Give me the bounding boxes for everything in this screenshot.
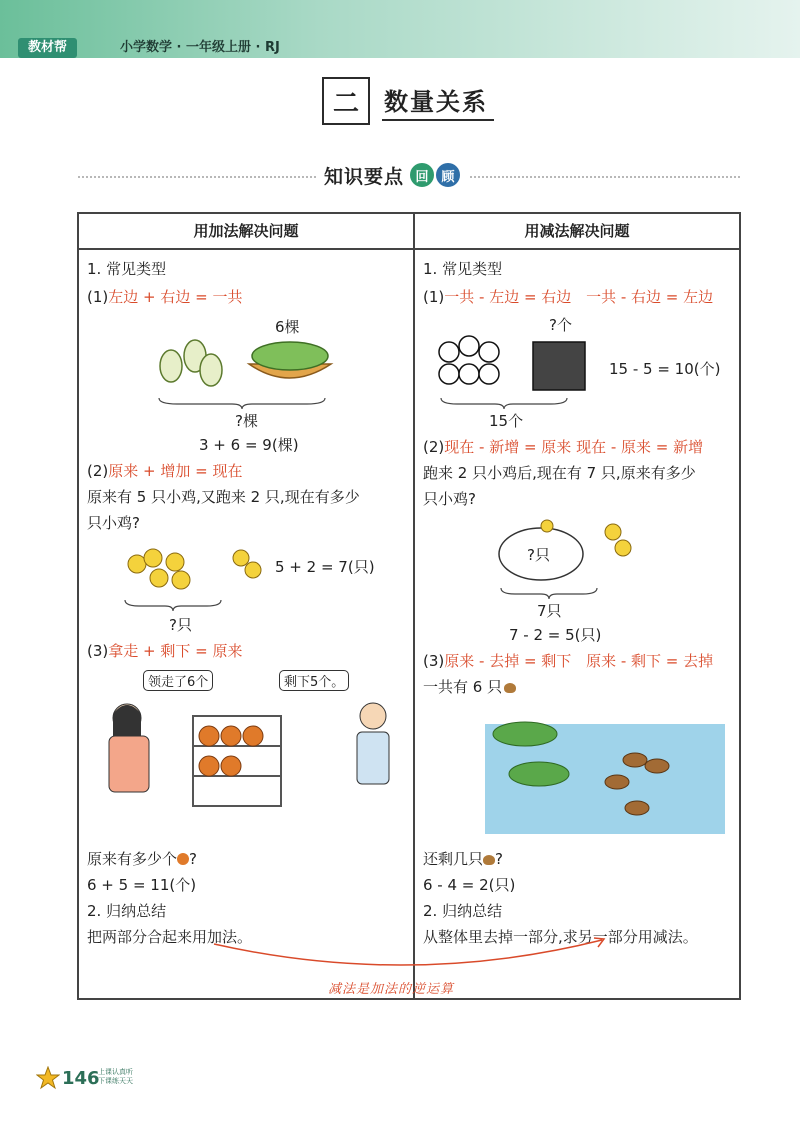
basket-icon [249,342,331,378]
pond-illustration [485,704,725,834]
right-type1-bottom-label: 15个 [489,412,524,430]
right-column [415,250,743,998]
right-type3-formula-a: 原来 - 去掉 = 剩下 [444,652,572,670]
right-type2-bottom-label: 7只 [537,602,562,620]
right-question-mark: ? [495,850,503,868]
chapter-title: 数量关系 [382,82,494,121]
basketball-inline-icon [177,853,189,865]
speech-bubble-right: 剩下5个。 [279,670,349,691]
left-brace-1 [157,396,327,410]
right-type2-num: (2) [423,438,445,456]
soccer-ball-icon [439,336,499,384]
left-type1-top-label: 6棵 [275,318,300,336]
left-type1-num: (1) [87,288,109,306]
basket-of-balls-icon [533,342,585,390]
right-type2-problem-1: 跑来 2 只小鸡后,现在有 7 只,原来有多少 [423,464,696,482]
footer-slogan-2: 下课练天天 [98,1077,133,1085]
right-type1-top-label: ?个 [549,316,572,334]
right-type1-formula-b: 一共 - 右边 = 左边 [586,288,714,306]
right-type1-formula-a: 一共 - 左边 = 右边 [444,288,572,306]
balls-illustration [435,332,595,394]
right-question-text: 还剩几只 [423,850,484,868]
knowledge-table [77,212,741,1000]
badge-b: 顾 [434,161,462,189]
right-type2-formula-b: 现在 - 原来 = 新增 [576,438,704,456]
left-type2-num: (2) [87,462,109,480]
chicks-illustration [123,540,273,600]
right-type2-equation: 7 - 2 = 5(只) [509,626,602,644]
right-types-title: 1. 常见类型 [423,260,503,278]
right-type3-intro [423,676,516,697]
right-brace-2 [499,586,599,600]
speech-bubble-left: 领走了6个 [143,670,213,691]
left-type2-formula: 原来 + 增加 = 现在 [108,462,243,480]
chapter-heading [322,78,494,124]
right-question [423,848,503,869]
left-equation: 6 + 5 = 11(个) [87,876,197,894]
left-type2-problem-1: 原来有 5 只小鸡,又跑来 2 只,现在有多少 [87,488,360,506]
cabbage-icon [160,340,222,386]
left-type1-formula: 左边 + 右边 = 一共 [108,288,243,306]
left-type2-equation: 5 + 2 = 7(只) [275,558,375,576]
right-summary-title: 2. 归纳总结 [423,902,503,920]
duck-inline-icon [504,683,516,693]
right-type1-num: (1) [423,288,445,306]
section-badge [410,161,462,189]
right-type2-formula-a: 现在 - 新增 = 原来 [444,438,572,456]
left-type1-bottom-label: ?棵 [235,412,258,430]
right-type1 [423,286,713,307]
left-type3-formula: 拿走 + 剩下 = 原来 [108,642,243,660]
girl-icon [109,704,149,792]
left-column-header: 用加法解决问题 [193,222,299,240]
basketball-icon [199,726,263,776]
left-type2-problem-2: 只小鸡? [87,514,140,532]
section-title: 知识要点 [324,165,405,188]
right-equation: 6 - 4 = 2(只) [423,876,516,894]
star-icon [36,1066,60,1090]
inverse-note: 减法是加法的逆运算 [328,982,455,997]
right-summary: 从整体里去掉一部分,求另一部分用减法。 [423,928,698,946]
badge-a: 回 [408,161,436,189]
oval-chicks-illustration [495,518,645,586]
left-type3 [87,640,242,661]
left-type1-equation: 3 + 6 = 9(棵) [199,436,299,454]
duck-inline-icon [483,855,495,865]
left-types-title: 1. 常见类型 [87,260,167,278]
footer-slogan [98,1068,133,1086]
right-type2-problem-2: 只小鸡? [423,490,476,508]
left-question-text: 原来有多少个 [87,850,178,868]
right-column-header: 用减法解决问题 [524,222,630,240]
shelf-illustration [95,696,395,826]
right-type3-formula-b: 原来 - 剩下 = 去掉 [586,652,714,670]
right-type3-num: (3) [423,652,445,670]
inverse-arrow [210,930,610,980]
brand-tag: 教材帮 [18,38,77,58]
chick-icon [128,549,261,589]
page-number: 146 [62,1068,100,1089]
oval-label: ?只 [527,546,550,564]
book-title: 小学数学 · 一年级上册 · RJ [120,40,280,55]
right-type3 [423,650,713,671]
left-type3-num: (3) [87,642,109,660]
right-type2 [423,436,703,457]
left-summary: 把两部分合起来用加法。 [87,928,253,946]
left-column [79,250,413,998]
left-type2 [87,460,242,481]
left-summary-title: 2. 归纳总结 [87,902,167,920]
left-type2-bottom-label: ?只 [169,616,192,634]
cabbage-illustration [149,334,349,390]
left-type1 [87,286,242,307]
right-type1-equation: 15 - 5 = 10(个) [609,360,721,378]
right-brace-1 [439,396,569,410]
footer-slogan-1: 上课认真听 [98,1068,133,1076]
table-header-row [79,214,739,250]
left-question-mark: ? [189,850,197,868]
left-question [87,848,197,869]
right-type3-intro-text: 一共有 6 只 [423,678,503,696]
chapter-number: 二 [322,77,370,125]
boy-icon [357,703,389,784]
section-heading [316,158,470,192]
left-brace-2 [123,598,223,612]
